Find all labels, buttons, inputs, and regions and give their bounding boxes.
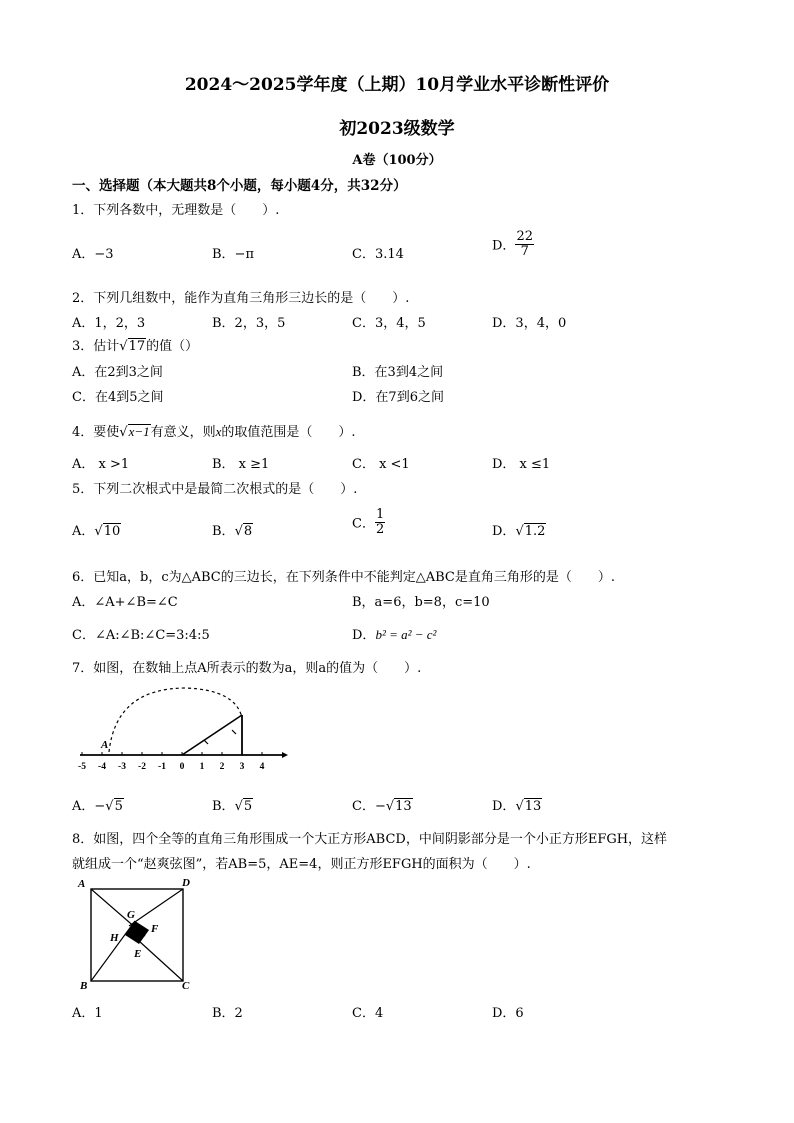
q3-option-a: A．在2到3之间 — [72, 365, 163, 380]
axis-tick-label: -4 — [98, 762, 106, 772]
q2-option-a: A．1，2，3 — [72, 316, 146, 331]
q3-option-c: C．在4到5之间 — [72, 390, 164, 405]
q4-option-b: B． x ≥1 — [212, 457, 270, 472]
vertex-d-label: D — [182, 877, 190, 889]
q3-option-b: B．在3到4之间 — [352, 365, 444, 380]
q6-option-d: D．b² = a² − c² — [352, 627, 437, 643]
q4-option-a: A． x >1 — [72, 457, 130, 472]
q4-option-c: C． x <1 — [352, 457, 410, 472]
q4-stem: 4．要使√x−1有意义，则x的取值范围是（ ）. — [72, 424, 356, 440]
q1-option-b: B．−π — [212, 247, 254, 262]
vertex-e-label: E — [134, 948, 142, 960]
hypotenuse-line — [182, 715, 242, 755]
axis-arrow — [282, 752, 288, 758]
q8-option-a: A．1 — [72, 1006, 103, 1021]
axis-tick-label: 4 — [259, 762, 265, 772]
axis-tick-label: 2 — [219, 762, 225, 772]
vertex-h-label: H — [110, 932, 119, 944]
q8-line2: 就组成一个“赵爽弦图”，若AB=5，AE=4，则正方形EFGH的面积为（ ）. — [72, 857, 531, 872]
axis-tick-label: -2 — [138, 762, 146, 772]
q7-option-c: C．−√13 — [352, 799, 412, 814]
paper-label: A卷（100分） — [352, 153, 442, 168]
number-line-figure — [76, 680, 288, 772]
q1-option-c: C．3.14 — [352, 247, 404, 262]
q8-option-d: D．6 — [492, 1006, 524, 1021]
q5-option-d: D．√1.2 — [492, 524, 546, 539]
axis-tick-label: 3 — [239, 762, 245, 772]
q5-option-b: B．√8 — [212, 524, 253, 539]
vertex-a-label: A — [78, 878, 86, 890]
vertex-b-label: B — [80, 980, 88, 992]
vertex-c-label: C — [182, 980, 190, 992]
q4-option-d: D． x ≤1 — [492, 457, 551, 472]
axis-tick-label: 0 — [179, 762, 185, 772]
exam-subtitle: 初2023级数学 — [339, 119, 455, 139]
q5-option-c: C． $\frac{1}{2}$ — [352, 507, 385, 537]
axis-tick-label: -5 — [78, 762, 86, 772]
axis-tick-label: 1 — [199, 762, 205, 772]
q8-option-c: C．4 — [352, 1006, 384, 1021]
vertex-g-label: G — [127, 909, 135, 921]
q7-option-d: D．√13 — [492, 799, 542, 814]
q2-option-d: D．3，4，0 — [492, 316, 567, 331]
q7-option-a: A．−√5 — [72, 799, 123, 814]
q1-option-a: A．−3 — [72, 247, 114, 262]
q6-option-c: C．∠A:∠B:∠C=3:4:5 — [72, 628, 210, 643]
section-heading: 一、选择题（本大题共8个小题，每小题4分，共32分） — [72, 178, 407, 194]
exam-title: 2024～2025学年度（上期）10月学业水平诊断性评价 — [184, 75, 610, 95]
q5-stem: 5．下列二次根式中是最简二次根式的是（ ）. — [72, 482, 358, 497]
q3-stem: 3．估计√17的值（） — [72, 339, 199, 354]
q1-stem: 1．下列各数中，无理数是（ ）. — [72, 203, 280, 218]
axis-tick-label: -3 — [118, 762, 126, 772]
q8-line1: 8．如图，四个全等的直角三角形围成一个大正方形ABCD，中间阴影部分是一个小正方形EFGH，这样 — [72, 832, 668, 847]
q6-stem: 6．已知a，b，c为△ABC的三边长，在下列条件中不能判定△ABC是直角三角形的是（ ）. — [72, 570, 616, 585]
q2-stem: 2．下列几组数中，能作为直角三角形三边长的是（ ）. — [72, 291, 410, 306]
square-efgh-shaded — [125, 921, 149, 944]
q6-option-a: A．∠A+∠B=∠C — [72, 595, 178, 610]
q8-option-b: B．2 — [212, 1006, 243, 1021]
q6-option-b: B，a=6，b=8，c=10 — [352, 595, 490, 610]
q7-option-b: B．√5 — [212, 799, 253, 814]
q3-option-d: D．在7到6之间 — [352, 390, 444, 405]
q7-stem: 7．如图，在数轴上点A所表示的数为a，则a的值为（ ）. — [72, 661, 422, 676]
point-a-label: A — [101, 739, 109, 751]
q5-option-a: A．√10 — [72, 524, 121, 539]
vertex-f-label: F — [151, 923, 159, 935]
zhao-shuang-figure — [74, 874, 200, 992]
q2-option-c: C．3，4，5 — [352, 316, 426, 331]
q1-option-d: D． $\frac{22}{7}$ — [492, 229, 533, 259]
axis-tick-label: -1 — [158, 762, 166, 772]
q2-option-b: B．2，3，5 — [212, 316, 286, 331]
arc-dashed — [109, 688, 242, 752]
